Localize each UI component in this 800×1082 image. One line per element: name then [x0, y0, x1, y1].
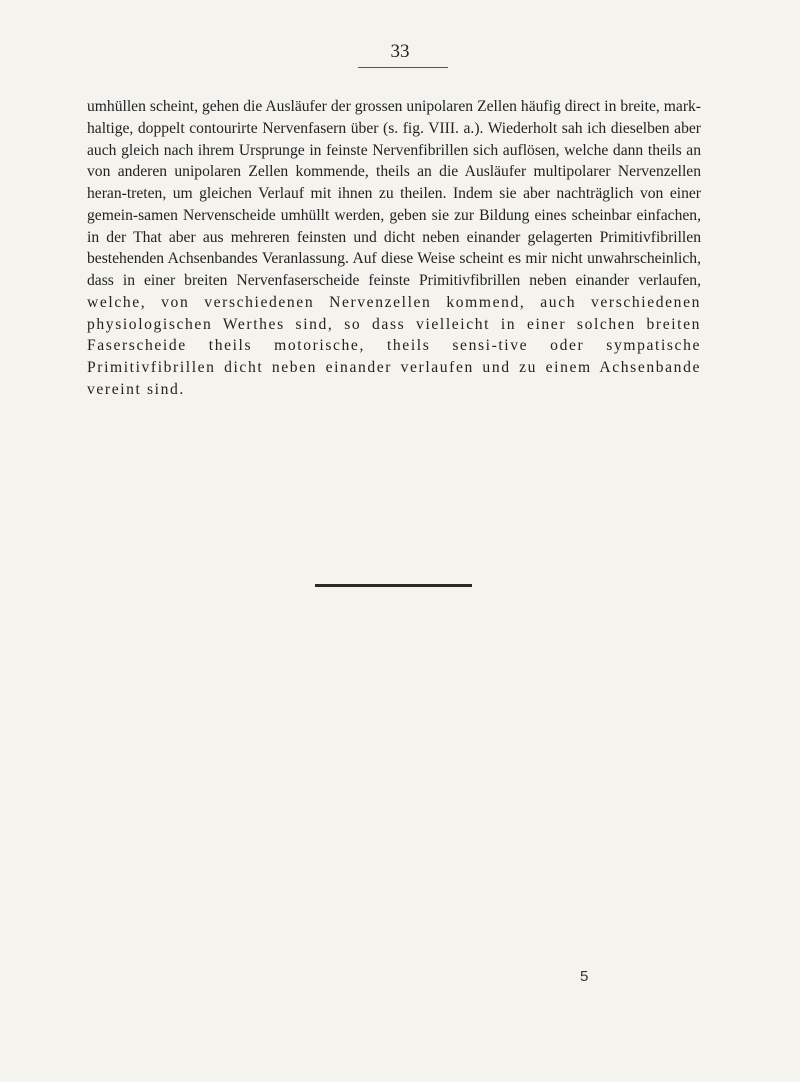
page-number-underline — [358, 67, 448, 68]
page-number: 33 — [390, 41, 410, 62]
paragraph-spaced-text: welche, von verschiedenen Nervenzellen kommend, auch verschiedenen physiologischen Werthes sind, so dass vielleicht in einer solchen breiten Faserscheide theils motorische, theils sensi-tive oder sympatische Primitivfibrillen dicht neben einander verlaufen und zu einem Achsenbande vereint sind. — [87, 293, 701, 398]
body-paragraph — [87, 96, 701, 401]
section-divider — [315, 584, 472, 587]
printer-signature-mark: 5 — [580, 968, 589, 985]
paragraph-text: umhüllen scheint, gehen die Ausläufer der grossen unipolaren Zellen häufig direct in breite, mark-haltige, doppelt contourirte Nervenfasern über (s. fig. VIII. a.). Wiederholt sah ich dieselben aber auch gleich nach ihrem Ursprunge in feinste Nervenfibrillen sich auflösen, welche dann theils an von anderen unipolaren Zellen kommende, theils an die Ausläufer multipolarer Nervenzellen heran-treten, um gleichen Verlauf mit ihnen zu theilen. Indem sie aber nachträglich von einer gemein-samen Nervenscheide umhüllt werden, geben sie zur Bildung eines scheinbar einfachen, in der That aber aus mehreren feinsten und dicht neben einander gelagerten Primitivfibrillen bestehenden Achsenbandes Veranlassung. Auf diese Weise scheint es mir nicht unwahrscheinlich, dass in einer breiten Nervenfaserscheide feinste Primitivfibrillen neben einander verlaufen, — [87, 98, 701, 289]
